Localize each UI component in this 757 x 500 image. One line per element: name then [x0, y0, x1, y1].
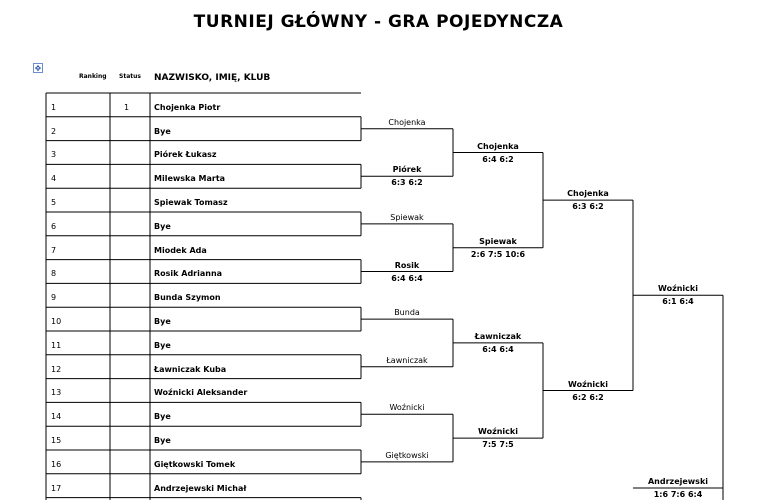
entry-number: 17: [51, 483, 62, 493]
entry-name: Bunda Szymon: [154, 293, 221, 303]
entry-number: 11: [51, 340, 62, 350]
entry-name: Miodek Ada: [154, 245, 207, 255]
round1-winner: Chojenka: [388, 117, 426, 127]
entry-name: Giętkowski Tomek: [154, 459, 236, 469]
entry-name: Bye: [154, 317, 171, 326]
round1-winner: Woźnicki: [389, 403, 425, 413]
entry-number: 5: [51, 198, 57, 207]
entry-name: Milewska Marta: [154, 174, 226, 184]
entry-name: Spiewak Tomasz: [154, 198, 228, 207]
entry-ranking: 1: [124, 102, 130, 112]
round1-winner: Giętkowski: [385, 450, 429, 460]
entry-number: 6: [51, 221, 57, 231]
round1-score: 6:4 6:4: [391, 273, 423, 283]
round1-winner: Ławniczak: [386, 355, 428, 365]
entry-name: Rosik Adrianna: [154, 269, 223, 279]
round2-score: 6:4 6:2: [482, 154, 514, 164]
round3-score: 6:3 6:2: [572, 202, 604, 212]
entry-name: Bye: [154, 221, 171, 231]
round4-winner: Andrzejewski: [647, 477, 709, 486]
entry-number: 1: [51, 102, 57, 112]
entry-name: Chojenka Piotr: [154, 102, 221, 112]
page-title: TURNIEJ GŁÓWNY - GRA POJEDYNCZA: [193, 12, 564, 32]
entry-name: Bye: [154, 340, 171, 350]
entry-number: 13: [51, 388, 62, 398]
entry-name: Bye: [154, 412, 171, 422]
entry-number: 9: [51, 293, 57, 303]
entry-name: Bye: [154, 126, 171, 136]
round3-winner: Chojenka: [567, 189, 609, 199]
round2-winner: Spiewak: [479, 236, 517, 246]
entry-number: 2: [51, 126, 57, 136]
round1-winner: Bunda: [394, 308, 420, 318]
round2-winner: Ławniczak: [474, 331, 522, 341]
entry-number: 8: [51, 269, 57, 279]
round2-score: 7:5 7:5: [482, 440, 514, 450]
entry-number: 4: [51, 174, 57, 184]
entry-name: Andrzejewski Michał: [154, 483, 247, 493]
round1-winner: Rosik: [394, 260, 420, 270]
round2-score: 6:4 6:4: [482, 344, 514, 354]
round3-score: 6:2 6:2: [572, 392, 604, 402]
entry-number: 14: [51, 412, 62, 422]
round4-winner: Woźnicki: [658, 284, 698, 294]
entry-name: Piórek Łukasz: [154, 150, 217, 160]
header-ranking: Ranking: [79, 73, 107, 80]
entry-name: Woźnicki Aleksander: [154, 388, 248, 398]
entry-number: 15: [51, 436, 62, 445]
entry-name: Ławniczak Kuba: [154, 364, 227, 374]
round2-winner: Woźnicki: [478, 427, 518, 437]
header-status: Status: [119, 73, 141, 80]
round1-score: 6:3 6:2: [391, 178, 423, 188]
entry-name: Bye: [154, 436, 171, 445]
entry-number: 12: [51, 364, 62, 374]
entry-number: 16: [51, 459, 62, 469]
entry-number: 10: [51, 317, 62, 326]
entry-number: 7: [51, 245, 57, 255]
round2-score: 2:6 7:5 10:6: [470, 249, 526, 259]
header-name: NAZWISKO, IMIĘ, KLUB: [154, 73, 271, 83]
round1-winner: Spiewak: [390, 212, 424, 222]
round3-winner: Woźnicki: [568, 379, 608, 389]
entry-number: 3: [51, 150, 57, 160]
round1-winner: Piórek: [392, 165, 422, 175]
round4-score: 6:1 6:4: [662, 297, 694, 307]
round4-score: 1:6 7:6 6:4: [653, 490, 703, 499]
round2-winner: Chojenka: [477, 141, 519, 151]
move-handle-icon[interactable]: ✥: [34, 64, 42, 73]
